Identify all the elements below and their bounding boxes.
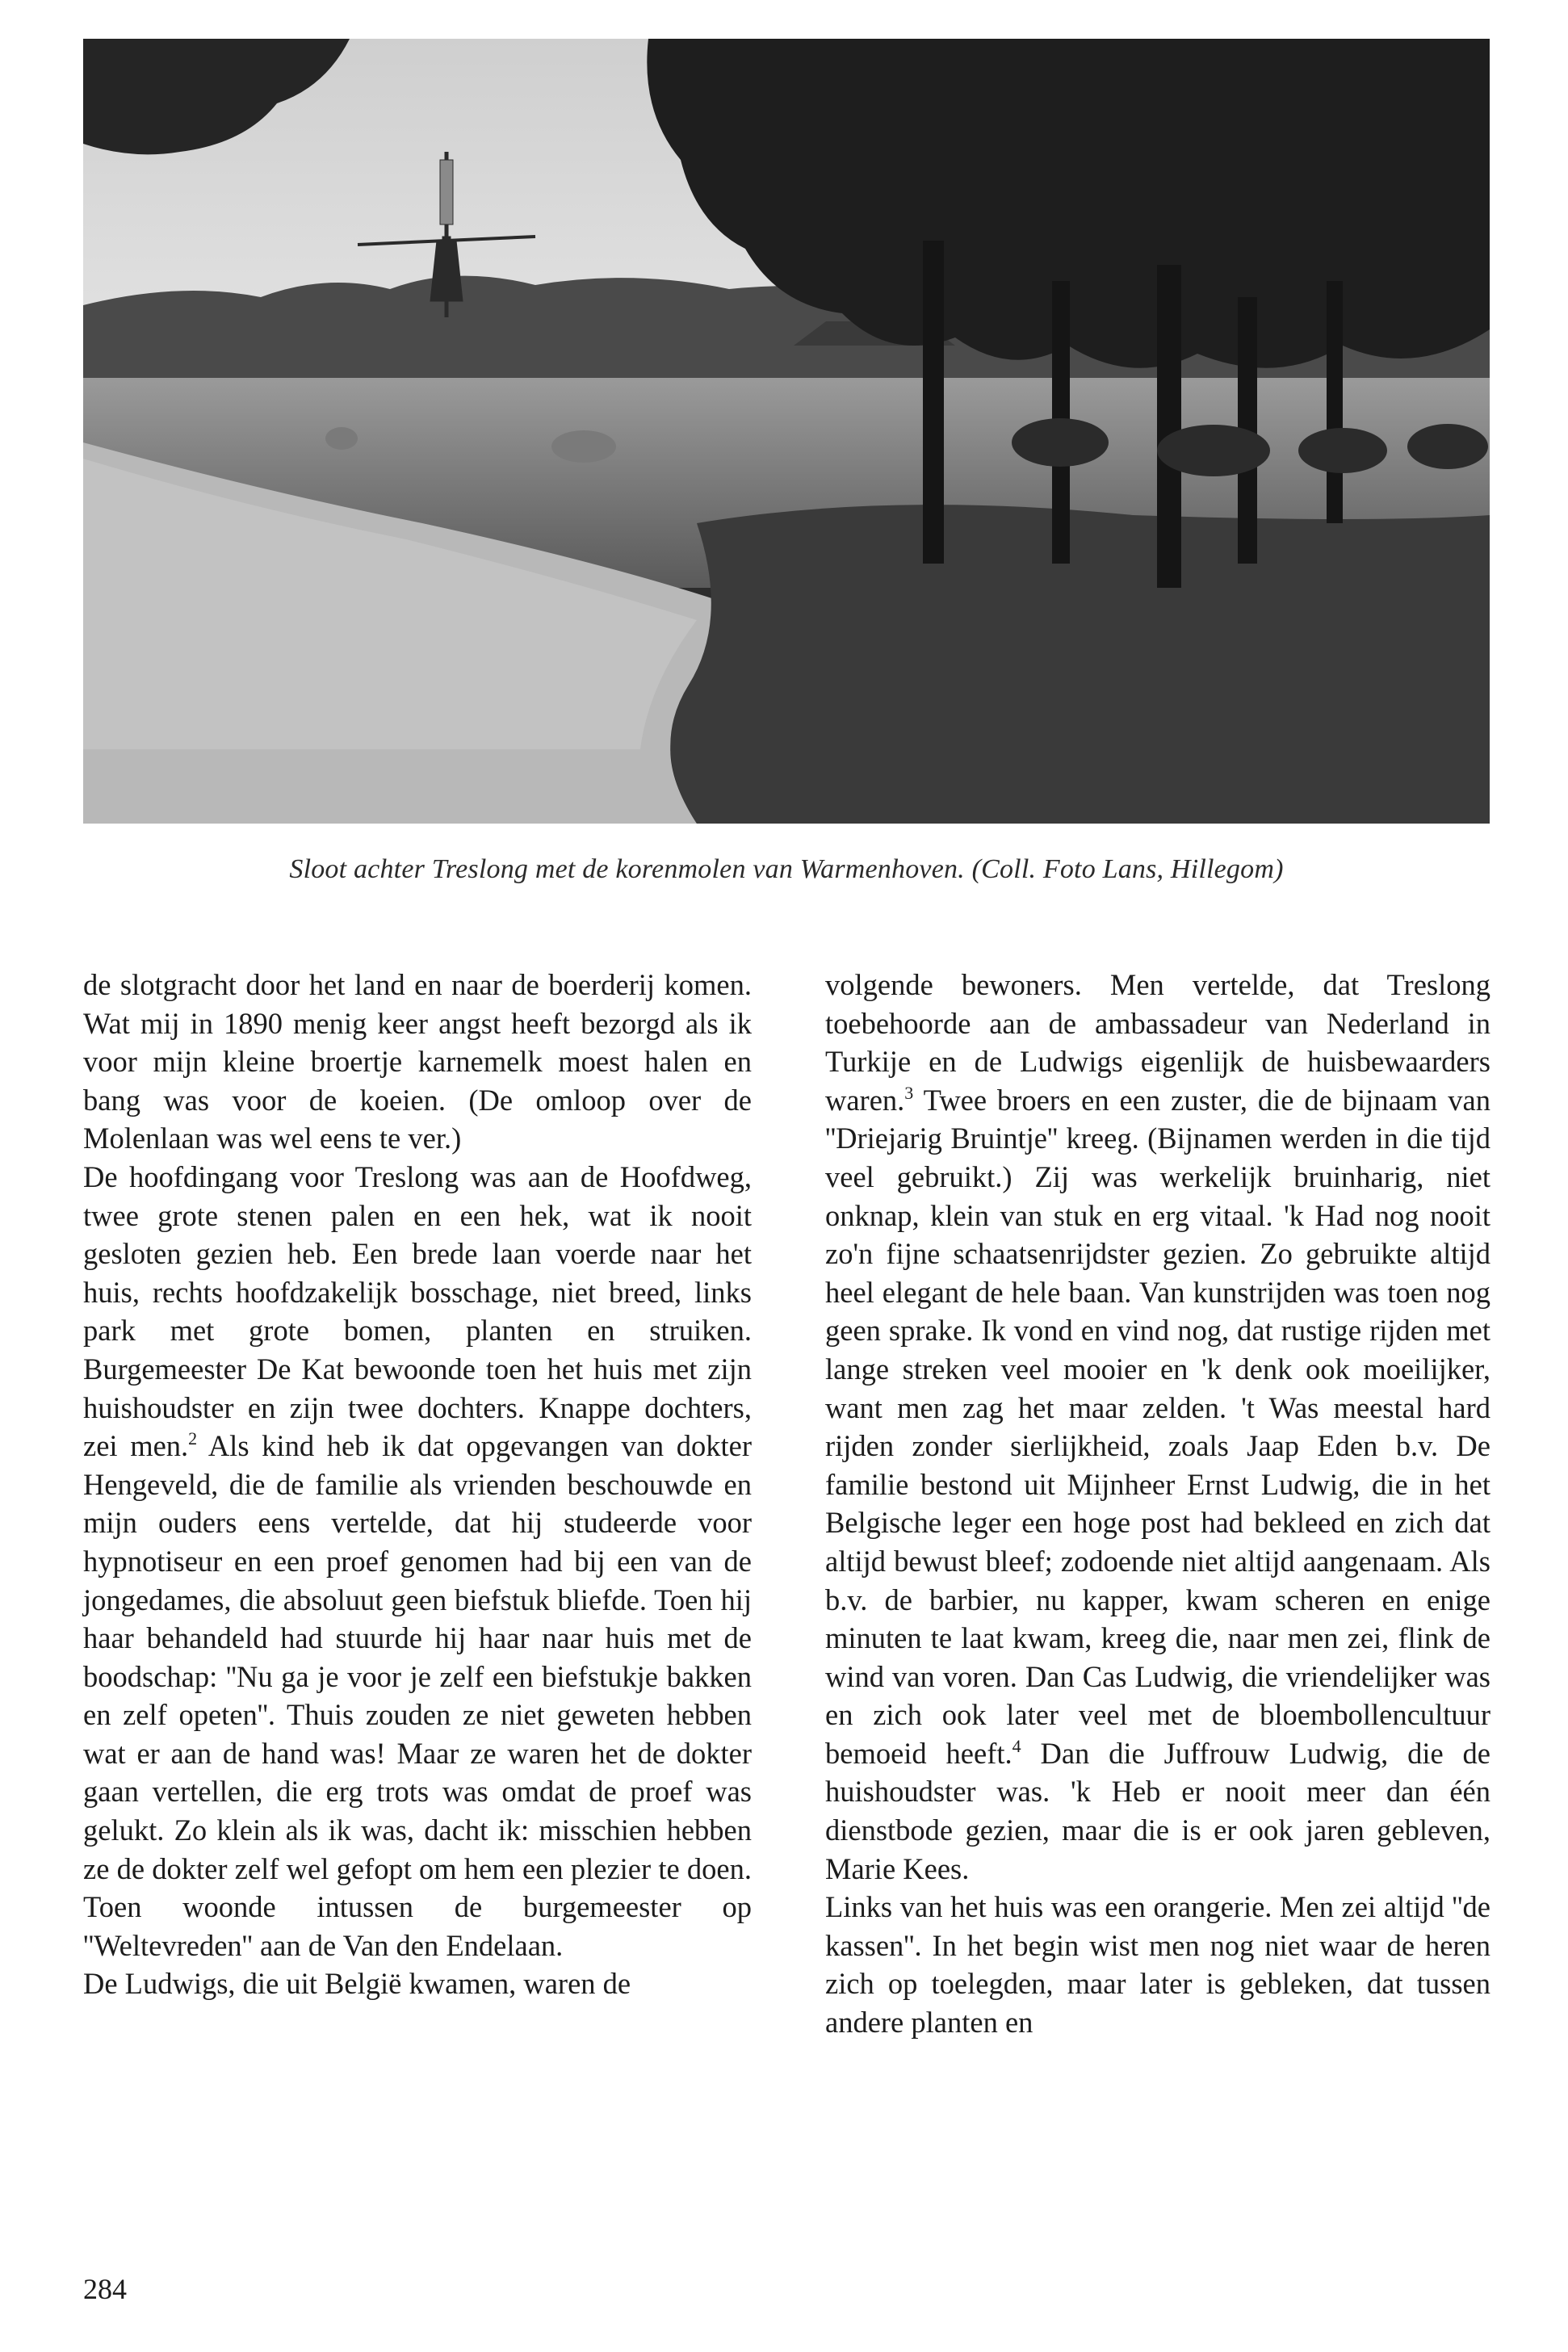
paragraph-text: Twee broers en een zuster, die de bijnaam van ''Driejarig Bruintje'' kreeg. (Bijnamen werden in die tijd veel gebruikt.) Zij was werkelijk bruinharig, niet onknap, klein van stuk en erg vitaal. 'k Had nog nooit zo'n fijne schaatsenrijdster gezien. Zo gebruikte altijd heel elegant de hele baan. Van kunstrijden was toen nog geen sprake. Ik vond en vind nog, dat rustige rijden met lange streken veel mooier en 'k denk ook moeilijker, want men zag het maar zelden. 't Was meestal hard rijden zonder sierlijkheid, zoals Jaap Eden b.v. De familie bestond uit Mijnheer Ernst Ludwig, die in het Belgische leger een hoge post had bekleed en zich dat altijd bewust bleef; zodoende niet altijd aangenaam. Als b.v. de barbier, nu kapper, kwam scheren en enige minuten te laat kwam, kreeg die, naar men zei, flink de wind van voren. Dan Cas Ludwig, die vriendelijker was en zich ook later veel met de bloembollencultuur bemoeid heeft.	[825, 1083, 1490, 1770]
text-column-right	[825, 966, 1490, 2042]
text-column-left	[83, 966, 752, 2003]
footnote-ref: 2	[188, 1428, 198, 1449]
paragraph-text: Dan die Juffrouw Ludwig, die de huishoudster was. 'k Heb er nooit meer dan één dienstbode gezien, maar die is er ook jaren gebleven, Marie Kees.	[825, 1736, 1490, 1885]
page-number: 284	[83, 2273, 127, 2305]
paragraph: De Ludwigs, die uit België kwamen, waren de	[83, 1967, 631, 2001]
photo-caption: Sloot achter Treslong met de korenmolen van Warmenhoven. (Coll. Foto Lans, Hillegom)	[289, 854, 1284, 884]
paragraph	[83, 1158, 752, 1964]
paragraph	[825, 966, 1490, 1888]
paragraph: de slotgracht door het land en naar de boerderij komen. Wat mij in 1890 menig keer angst heeft bezorgd als ik voor mijn kleine broertje karnemelk moest halen en bang was voor de koeien. (De omloop over de Molenlaan was wel eens te ver.)	[83, 968, 752, 1155]
paragraph-text: Als kind heb ik dat opgevangen van dokter Hengeveld, die de familie als vrienden beschouwde en mijn ouders eens vertelde, dat hij studeerde voor hypnotiseur en een proef genomen had bij een van de jongedames, die absoluut geen biefstuk bliefde. Toen hij haar behandeld had stuurde hij haar naar huis met de boodschap: ''Nu ga je voor je zelf een biefstukje bakken en zelf opeten''. Thuis zouden ze niet geweten hebben wat er aan de hand was! Maar ze waren het de dokter gaan vertellen, die erg trots was omdat de proef was gelukt. Zo klein als ik was, dacht ik: misschien hebben ze de dokter zelf wel gefopt om hem een plezier te doen. Toen woonde intussen de burgemeester op ''Weltevreden'' aan de Van den Endelaan.	[83, 1429, 752, 1962]
photograph-windmill-meadow-image	[83, 39, 1490, 824]
paragraph-text: De hoofdingang voor Treslong was aan de Hoofdweg, twee grote stenen palen en een hek, wat ik nooit gesloten gezien heb. Een brede laan voerde naar het huis, rechts hoofdzakelijk bosschage, niet breed, links park met grote bomen, planten en struiken. Burgemeester De Kat bewoonde toen het huis met zijn huishoudster en zijn twee dochters. Knappe dochters, zei men.	[83, 1159, 752, 1463]
paragraph: Links van het huis was een orangerie. Men zei altijd ''de kassen''. In het begin wist men nog niet waar de heren zich op toelegden, maar later is gebleken, dat tussen andere planten en	[825, 1890, 1490, 2040]
photograph-windmill-meadow	[83, 39, 1490, 824]
footnote-ref: 4	[1012, 1735, 1021, 1756]
paragraph-text: volgende bewoners. Men vertelde, dat Treslong toebehoorde aan de ambassadeur van Nederland in Turkije en de Ludwigs eigenlijk de huisbewaarders waren.	[825, 968, 1490, 1117]
footnote-ref: 3	[904, 1082, 914, 1103]
